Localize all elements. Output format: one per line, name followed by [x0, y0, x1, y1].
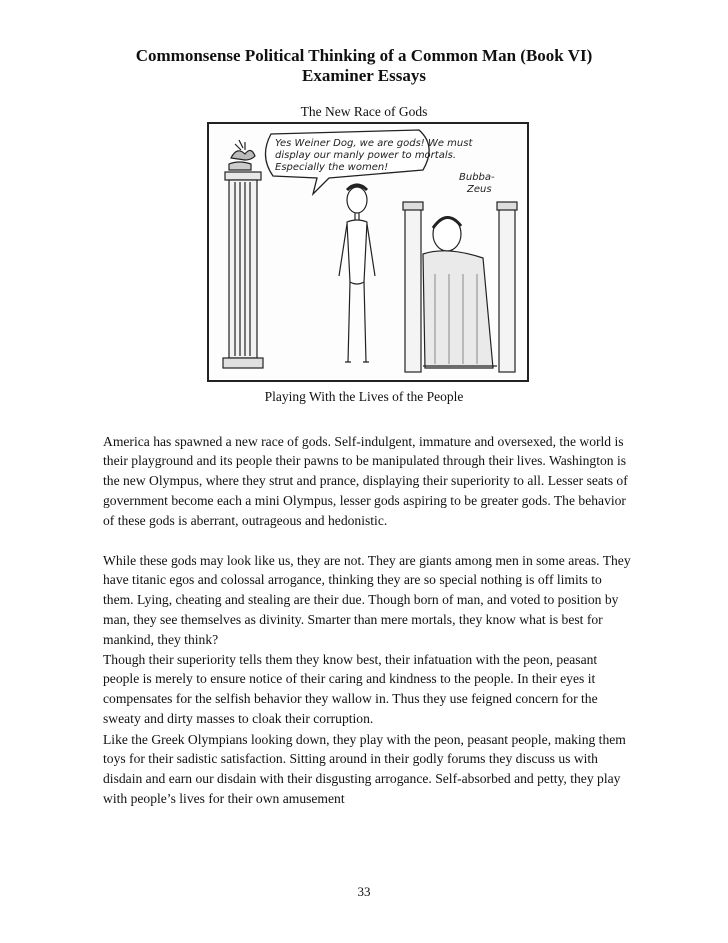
name-label-1: Bubba- — [459, 172, 495, 183]
book-title: Commonsense Political Thinking of a Common Man (Book VI) — [135, 46, 593, 65]
figure-caption: Playing With the Lives of the People — [264, 389, 464, 404]
cartoon-drawing — [209, 124, 527, 380]
book-subtitle: Examiner Essays — [302, 66, 426, 85]
paragraph-2: While these gods may look like us, they are not. They are giants among men in some areas. They have titanic egos and colossal arrogance, thinking they are so special nothing is off limits to them. Lying, cheating and stealing are their due. Though born of man, and voted to position by man, they see themselves as divinity. Smarter than mere mortals, they know what is best for mankind, they think? — [103, 552, 631, 647]
page-number: 33 — [357, 884, 371, 899]
speech-line-2: display our manly power to mortals. — [275, 150, 457, 161]
name-label-2: Zeus — [467, 184, 492, 195]
seated-figure — [423, 217, 497, 368]
paragraph-3: Though their superiority tells them they know best, their infatuation with the peon, peasant people is merely to ensure notice of their caring and kindness to the people. In their eyes it compensates for the selfish behavior they wallow in. Thus they use feigned concern for the sweaty and dirty masses to cloak their corruption. — [103, 651, 598, 726]
greek-column — [223, 172, 263, 368]
paragraph-1: America has spawned a new race of gods. Self-indulgent, immature and oversexed, the world is their playground and its people their pawns to be manipulated through their lives. Washington is the new Olympus, where they strut and prance, displaying their superiority to all. Lesser seats of government become each a mini Olympus, lesser gods aspiring to be greater gods. The behavior of these gods is aberrant, outrageous and hedonistic. — [103, 433, 628, 528]
cartoon-illustration — [207, 122, 529, 382]
figure-title: The New Race of Gods — [300, 104, 428, 119]
standing-figure — [339, 185, 375, 362]
paragraph-4: Like the Greek Olympians looking down, they play with the peon, peasant people, making them toys for their sadistic satisfaction. Sitting around in their godly forums they discuss us with disdain and earn our disdain with their disgusting arrogance. Self-absorbed and petty, they play with people’s lives for their own amusement — [103, 731, 626, 806]
speech-line-1: Yes Weiner Dog, we are gods! We must — [275, 138, 473, 149]
speech-bubble — [265, 130, 473, 194]
speech-line-3: Especially the women! — [275, 162, 389, 173]
winged-statue-icon — [229, 140, 255, 170]
